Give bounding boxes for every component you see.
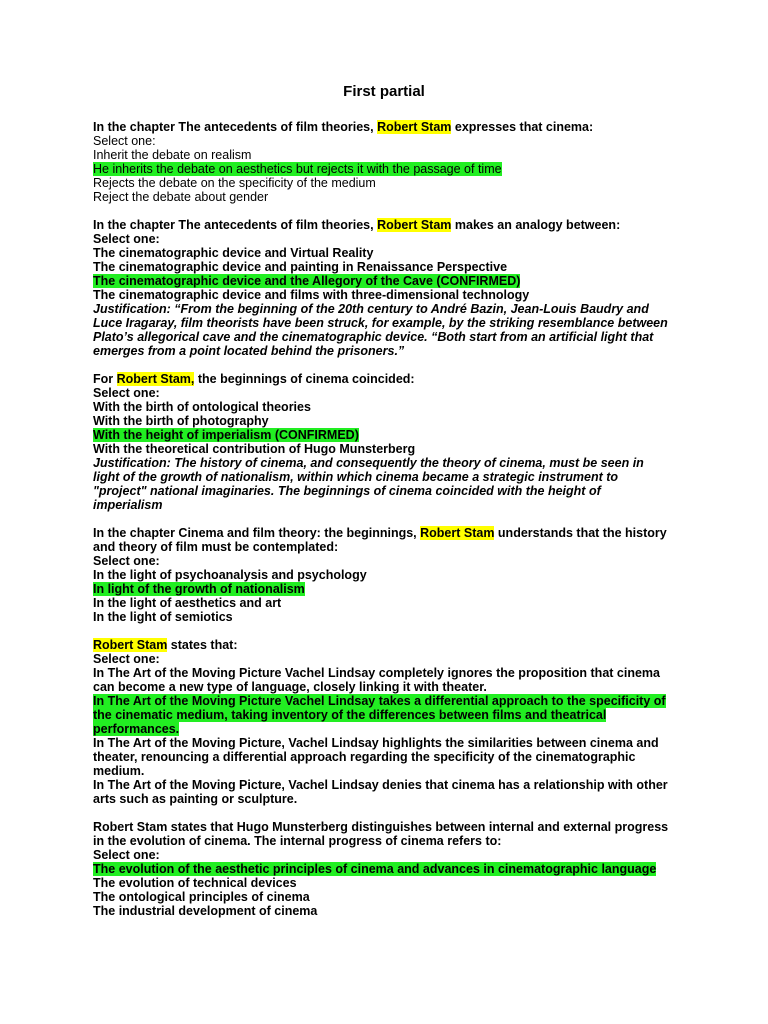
justification-text: Justification: The history of cinema, and consequently the theory of cinema, must be seen in light of the growth of nationalism, within which cinema became a strategic instrument to "project" national imaginaries. The beginnings of cinema coincided with the height of imperialism [93,456,644,512]
author-highlight: Robert Stam [377,120,452,134]
answer-option-highlighted: In light of the growth of nationalism [93,582,305,596]
answer-option-highlighted: With the height of imperialism (CONFIRMED) [93,428,359,442]
question-stem: Robert Stam states that Hugo Munsterberg distinguishes between internal and external progress in the evolution of cinema. The internal progress of cinema refers to: [93,820,669,848]
question-stem [93,218,693,232]
question-stem [93,372,693,386]
stem-text: In the chapter Cinema and film theory: the beginnings, [93,526,421,540]
stem-text: For [93,372,117,386]
author-highlight: Robert Stam [93,638,168,652]
answer-option: Reject the debate about gender [93,190,269,204]
stem-text: expresses that cinema: [451,120,594,134]
answer-option-highlighted: The cinematographic device and the Allegory of the Cave (CONFIRMED) [93,274,521,288]
answer-option-highlighted: The evolution of the aesthetic principles of cinema and advances in cinematographic language [93,862,657,876]
author-highlight: Robert Stam [420,526,495,540]
answer-option: In The Art of the Moving Picture, Vachel Lindsay denies that cinema has a relationship with other arts such as painting or sculpture. [93,778,668,806]
answer-option-highlighted: In The Art of the Moving Picture Vachel Lindsay takes a differential approach to the specificity of the cinematic medium, taking inventory of the differences between films and theatrical performances. [93,694,666,736]
answer-option: The cinematographic device and Virtual Reality [93,246,374,260]
answer-option: With the birth of photography [93,414,269,428]
author-highlight: Robert Stam [377,218,452,232]
stem-text: In the chapter The antecedents of film theories, [93,120,378,134]
answer-option: In the light of semiotics [93,610,233,624]
answer-option: In the light of psychoanalysis and psychology [93,568,367,582]
question-stem [93,526,673,554]
select-one-label: Select one: [93,386,160,400]
question-6 [93,820,693,918]
answer-option: The ontological principles of cinema [93,890,310,904]
answer-option: The cinematographic device and films with three-dimensional technology [93,288,530,302]
author-highlight: Robert Stam, [116,372,195,386]
select-one-label: Select one: [93,232,160,246]
question-1 [93,120,693,204]
question-5 [93,638,693,806]
stem-text: states that: [167,638,238,652]
document-body [93,120,693,932]
answer-option: The cinematographic device and painting in Renaissance Perspective [93,260,508,274]
question-3 [93,372,693,512]
stem-text: makes an analogy between: [451,218,621,232]
question-stem [93,638,693,652]
select-one-label: Select one: [93,554,160,568]
answer-option-highlighted: He inherits the debate on aesthetics but rejects it with the passage of time [93,162,502,176]
answer-option: With the birth of ontological theories [93,400,311,414]
question-2 [93,218,693,358]
stem-text: understands that the history and theory of film must be contemplated: [93,526,667,554]
justification-text: Justification: “From the beginning of the 20th century to André Bazin, Jean-Louis Baudry and Luce Iragaray, film theorists have been struck, for example, by the striking resemblance between Plato’s allegorical cave and the cinematographic device. “Both start from an artificial light that emerges from a point located behind the prisoners.” [93,302,668,358]
answer-option: Rejects the debate on the specificity of the medium [93,176,376,190]
answer-option: The evolution of technical devices [93,876,297,890]
answer-option: In The Art of the Moving Picture, Vachel Lindsay highlights the similarities between cinema and theater, renouncing a differential approach regarding the specificity of the cinematographic medium. [93,736,659,778]
answer-option: With the theoretical contribution of Hugo Munsterberg [93,442,416,456]
answer-option: The industrial development of cinema [93,904,318,918]
answer-option: In the light of aesthetics and art [93,596,282,610]
page-title: First partial [343,83,425,100]
select-one-label: Select one: [93,652,160,666]
stem-text: the beginnings of cinema coincided: [194,372,415,386]
answer-option: Inherit the debate on realism [93,148,252,162]
answer-option: In The Art of the Moving Picture Vachel Lindsay completely ignores the proposition that cinema can become a new type of language, closely linking it with theater. [93,666,660,694]
select-one-label: Select one: [93,848,160,862]
stem-text: In the chapter The antecedents of film theories, [93,218,378,232]
select-one-label: Select one: [93,134,156,148]
question-4 [93,526,693,624]
question-stem [93,120,693,134]
